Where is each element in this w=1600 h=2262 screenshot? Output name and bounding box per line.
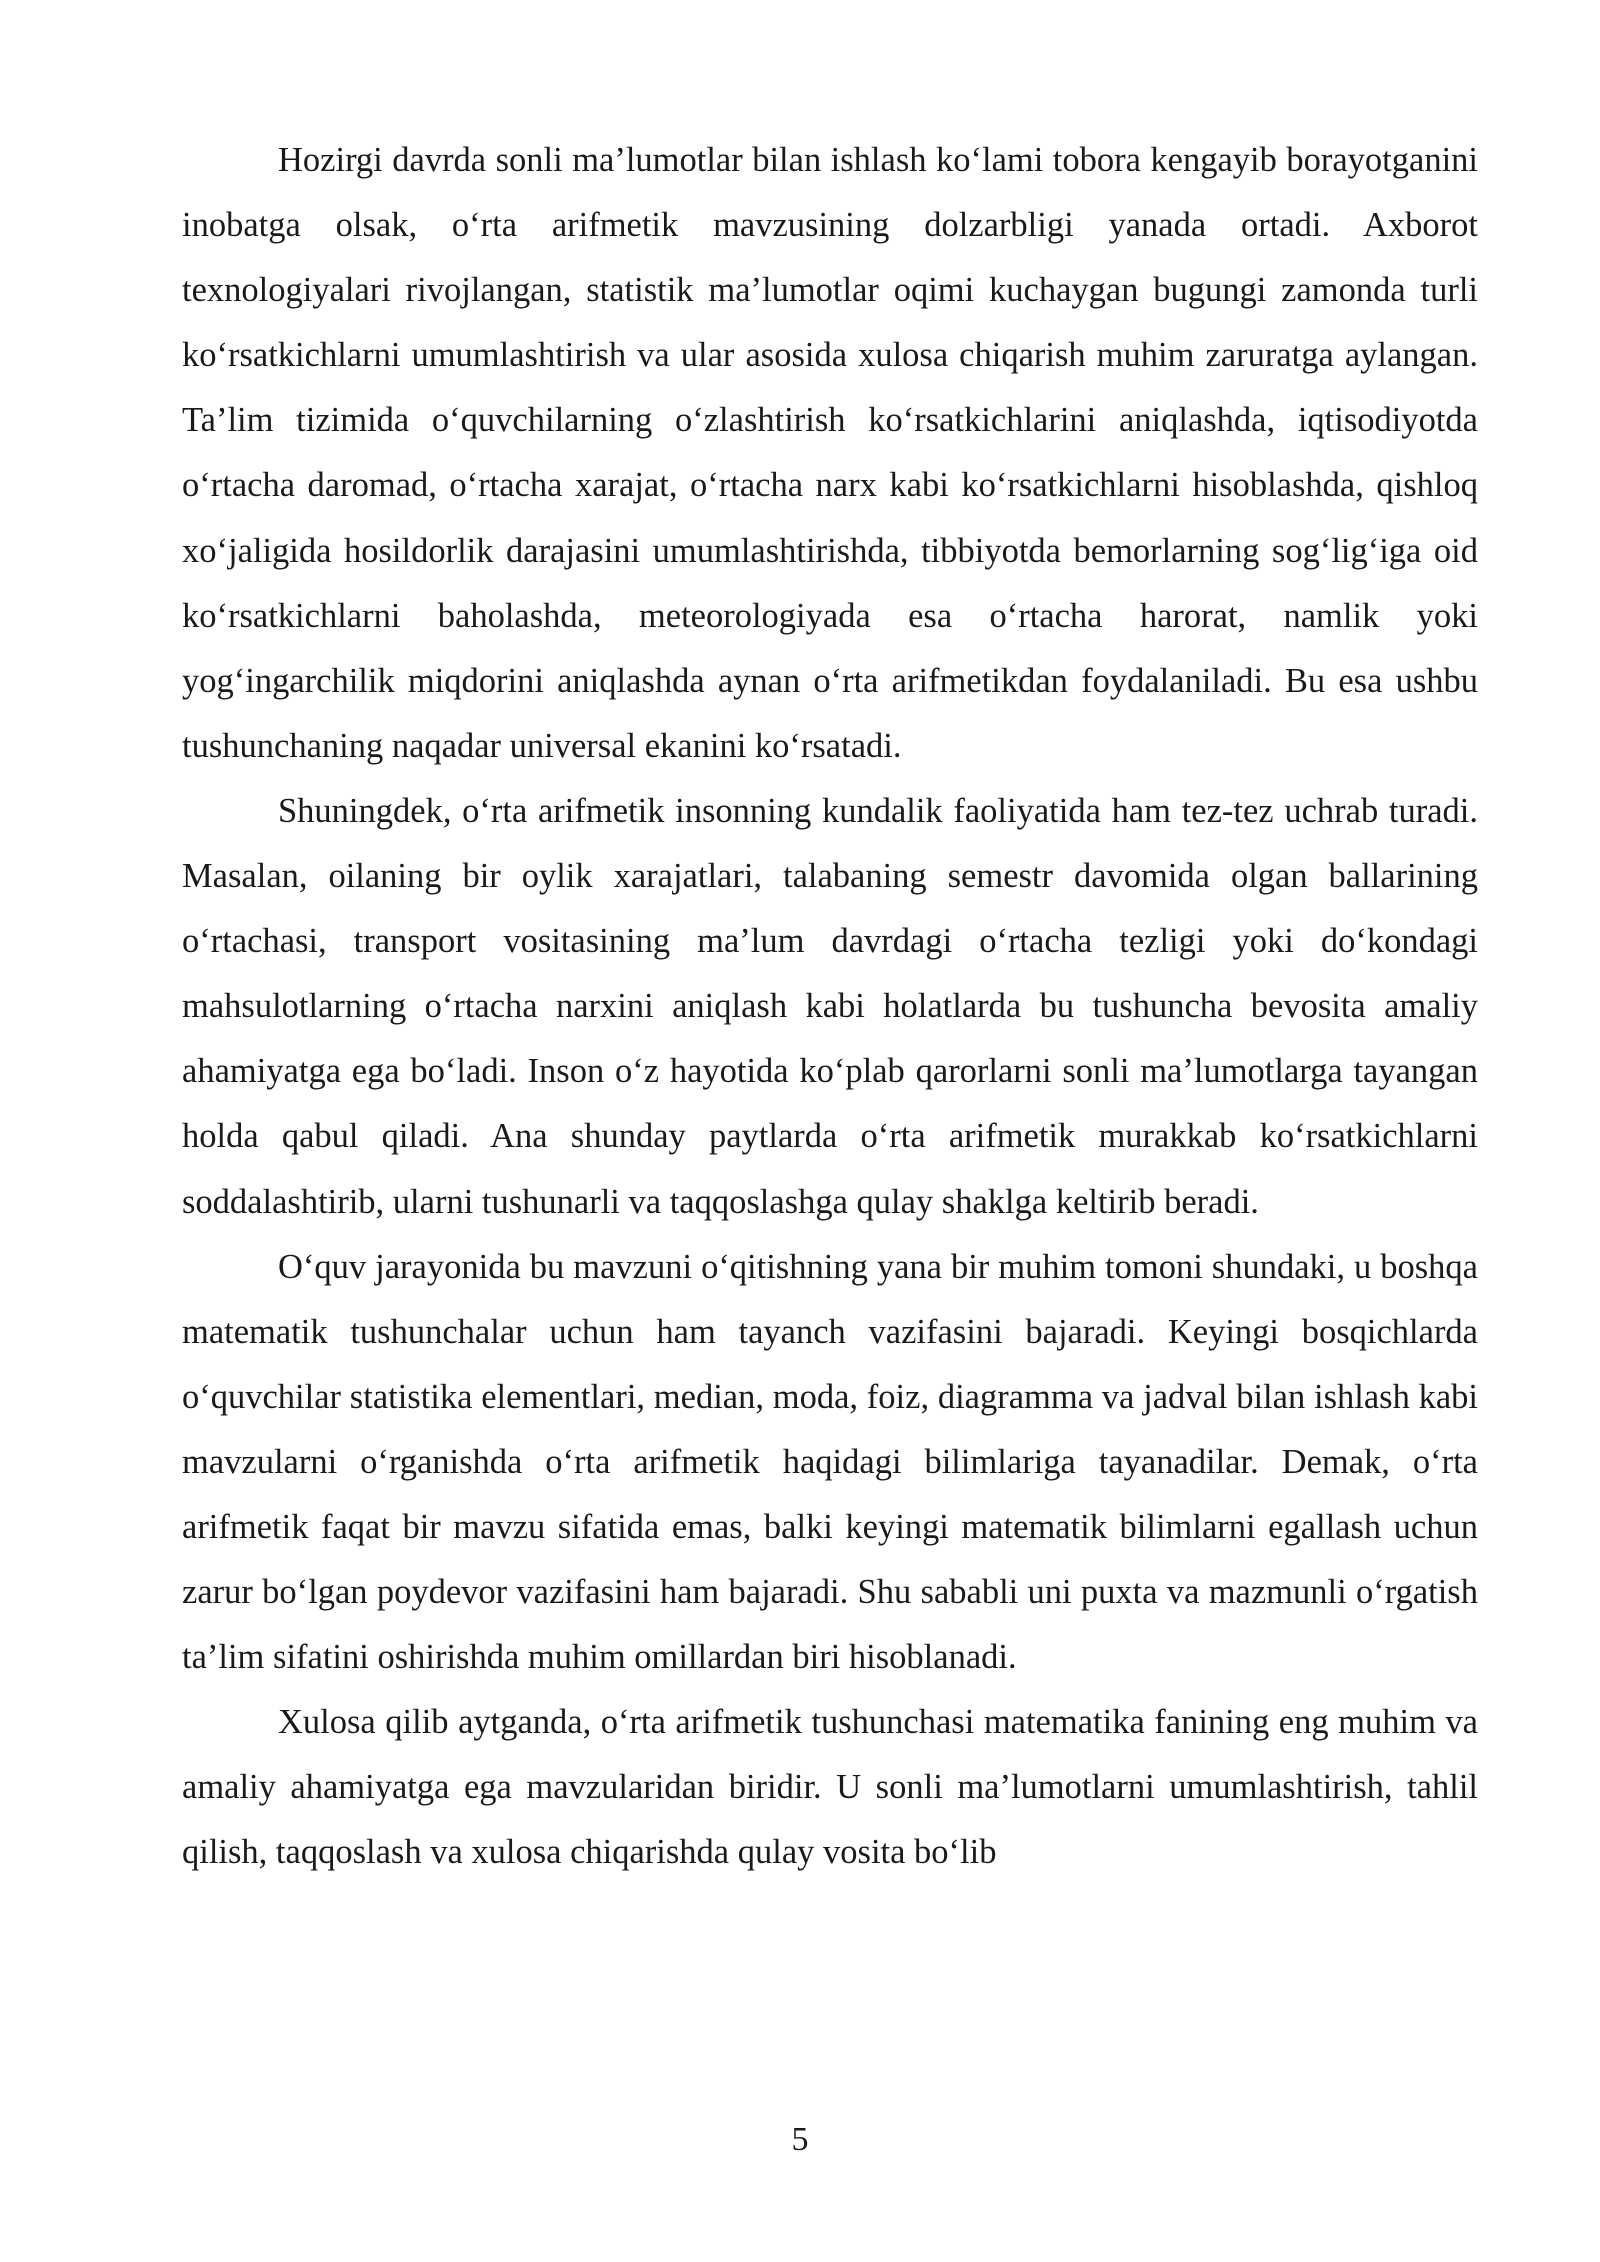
page-number: 5	[791, 2121, 809, 2158]
paragraph-2: Shuningdek, o‘rta arifmetik insonning kundalik faoliyatida ham tez-tez uchrab turadi. Masalan, oilaning bir oylik xarajatlari, talabaning semestr davomida olgan ballarining o‘rtachasi, transport vositasining ma’lum davrdagi o‘rtacha tezligi yoki do‘kondagi mahsulotlarning o‘rtacha narxini aniqlash kabi holatlarda bu tushuncha bevosita amaliy ahamiyatga ega bo‘ladi. Inson o‘z hayotida ko‘plab qarorlarni sonli ma’lumotlarga tayangan holda qabul qiladi. Ana shunday paytlarda o‘rta arifmetik murakkab ko‘rsatkichlarni soddalashtirib, ularni tushunarli va taqqoslashga qulay shaklga keltirib beradi.	[182, 791, 1478, 1221]
paragraph-1: Hozirgi davrda sonli ma’lumotlar bilan ishlash ko‘lami tobora kengayib borayotganini inobatga olsak, o‘rta arifmetik mavzusining dolzarbligi yanada ortadi. Axborot texnologiyalari rivojlangan, statistik ma’lumotlar oqimi kuchaygan bugungi zamonda turli ko‘rsatkichlarni umumlashtirish va ular asosida xulosa chiqarish muhim zaruratga aylangan. Ta’lim tizimida o‘quvchilarning o‘zlashtirish ko‘rsatkichlarini aniqlashda, iqtisodiyotda o‘rtacha daromad, o‘rtacha xarajat, o‘rtacha narx kabi ko‘rsatkichlarni hisoblashda, qishloq xo‘jaligida hosildorlik darajasini umumlashtirishda, tibbiyotda bemorlarning sog‘lig‘iga oid ko‘rsatkichlarni baholashda, meteorologiyada esa o‘rtacha harorat, namlik yoki yog‘ingarchilik miqdorini aniqlashda aynan o‘rta arifmetikdan foydalaniladi. Bu esa ushbu tushunchaning naqadar universal ekanini ko‘rsatadi.	[182, 141, 1478, 765]
paragraph-4: Xulosa qilib aytganda, o‘rta arifmetik tushunchasi matematika fanining eng muhim va amaliy ahamiyatga ega mavzularidan biridir. U sonli ma’lumotlarni umumlashtirish, tahlil qilish, taqqoslash va xulosa chiqarishda qulay vosita bo‘lib	[182, 1703, 1478, 1872]
body-text	[182, 128, 1478, 1886]
paragraph-3: O‘quv jarayonida bu mavzuni o‘qitishning yana bir muhim tomoni shundaki, u boshqa matematik tushunchalar uchun ham tayanch vazifasini bajaradi. Keyingi bosqichlarda o‘quvchilar statistika elementlari, median, moda, foiz, diagramma va jadval bilan ishlash kabi mavzularni o‘rganishda o‘rta arifmetik haqidagi bilimlariga tayanadilar. Demak, o‘rta arifmetik faqat bir mavzu sifatida emas, balki keyingi matematik bilimlarni egallash uchun zarur bo‘lgan poydevor vazifasini ham bajaradi. Shu sababli uni puxta va mazmunli o‘rgatish ta’lim sifatini oshirishda muhim omillardan biri hisoblanadi.	[182, 1247, 1478, 1677]
